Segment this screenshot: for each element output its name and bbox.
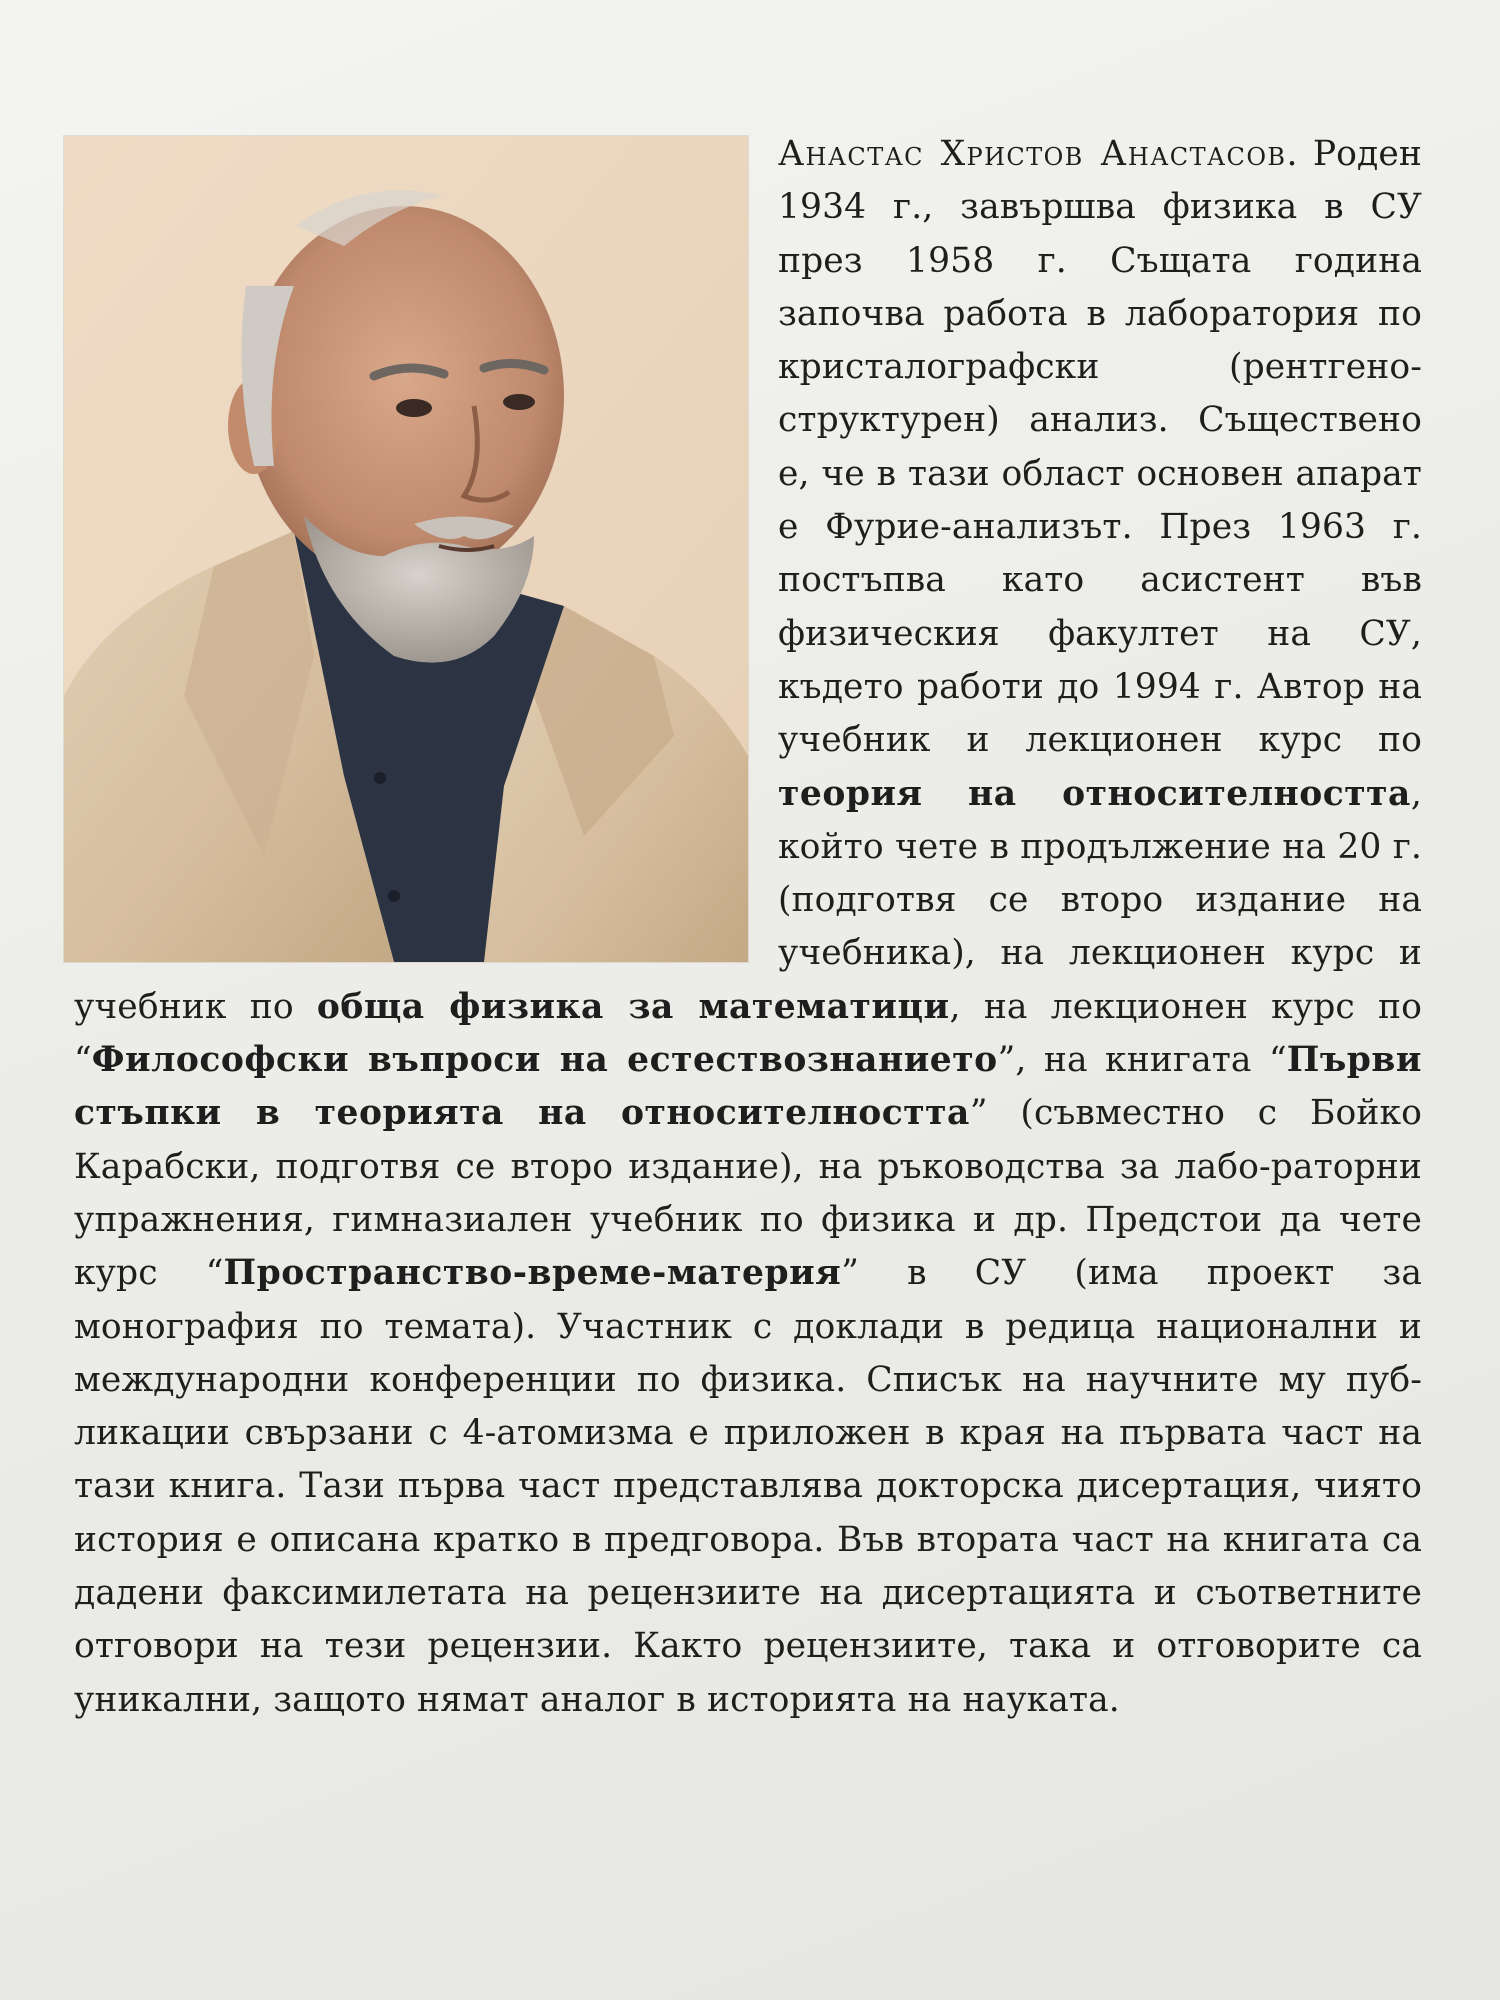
bold-course-title: теория на относителността bbox=[778, 773, 1411, 814]
bold-book-title: Първи стъпки в теорията на относителността bbox=[74, 1040, 1422, 1134]
bio-text-part: , на лекционен курс по “ bbox=[74, 986, 1422, 1081]
bio-text-part: , който чете в продължение на 20 г. (подготвя се второ издание на учебника), на лекционен курс и учебник по bbox=[74, 773, 1422, 1027]
bio-text-part: ”, на книгата “ bbox=[997, 1040, 1287, 1081]
bold-course-title: Философски въпроси на естествознанието bbox=[91, 1040, 998, 1081]
bio-text-part: ” (съвместно с Бойко Карабски, подготвя се второ издание), на ръководства за лабо-раторни упражнения, гимназиален учебник по физика и др. Предстои да чете курс “ bbox=[74, 1093, 1423, 1294]
portrait-image bbox=[64, 136, 748, 962]
bold-course-title: обща физика за математици bbox=[316, 986, 950, 1027]
bio-text-part: . Роден 1934 г., завършва физика в СУ през 1958 г. Същата година започва работа в лаборатория по кристалографски (рентгено-структурен) анализ. Съществено е, че в тази област основен апарат е Фурие-анализът. През 1963 г. постъпва като асистент във физическия факултет на СУ, където работи до 1994 г. Автор на учебник и лекционен курс по bbox=[778, 134, 1422, 761]
bio-text-part: ” в СУ (има проект за монография по темата). Участник с доклади в редица национални и международни конференции по физика. Списък на научните му пуб-ликации свързани с 4-атомизма е приложен в края на първата част на тази книга. Тази първа част представлява докторска дисертация, чиято история е описана кратко в предговора. Във втората част на книгата са дадени факсимилетата на рецензиите на дисертацията и съответните отговори на тези рецензии. Както рецензиите, така и отговорите са уникални, защото нямат аналог в историята на науката. bbox=[74, 1253, 1422, 1720]
author-portrait-photo bbox=[64, 136, 748, 962]
biography-text bbox=[74, 128, 1422, 1727]
author-name: Анастас Христов Анастасов bbox=[778, 134, 1287, 174]
bold-course-title: Пространство-време-материя bbox=[223, 1253, 842, 1294]
